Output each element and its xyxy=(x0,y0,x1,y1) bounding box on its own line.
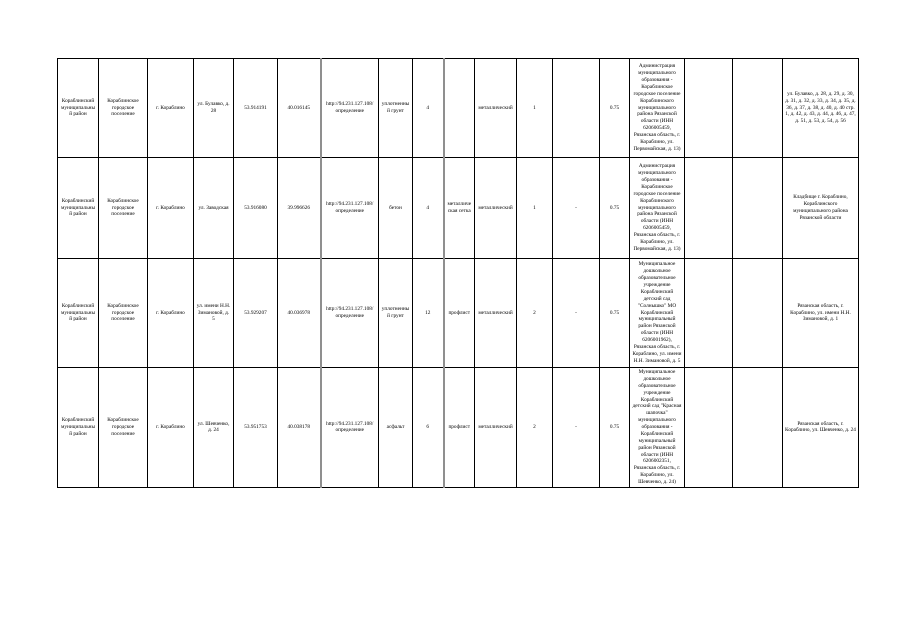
table-row xyxy=(58,158,859,259)
table-cell-address: ул. Заводская xyxy=(194,158,234,259)
table-cell-owner: Муниципальное дошкольное образовательное учреждение Кораблинский детский сад "Красная шапочка" муниципального образования - Кораблинский муниципальный район Рязанской области (ИНН 6206002351, Рязанская область, г. Кораблино, ул. Шевченко, д. 24) xyxy=(630,368,685,488)
table-cell-surface: асфальт xyxy=(379,368,413,488)
table-cell-dash xyxy=(553,59,600,158)
table-cell-fencing xyxy=(444,59,475,158)
table-cell-empty xyxy=(685,158,733,259)
table-cell-address: ул. Шевченко, д. 24 xyxy=(194,368,234,488)
table-cell-address: ул. имени Н.Н. Зимановой, д. 5 xyxy=(194,259,234,368)
table-cell-latitude: 53.929207 xyxy=(234,259,278,368)
table-cell-empty xyxy=(733,368,783,488)
table-cell-district: Кораблинский муниципальный район xyxy=(58,59,99,158)
table-cell-dash: - xyxy=(553,259,600,368)
table-cell-surface: уплотненный грунт xyxy=(379,59,413,158)
table-cell-material: металлический xyxy=(475,368,517,488)
table-cell-area: 12 xyxy=(413,259,444,368)
table-cell-locality: г. Кораблино xyxy=(148,158,194,259)
table-cell-volume: 0.75 xyxy=(600,59,630,158)
table-cell-material: металлический xyxy=(475,59,517,158)
table-cell-district: Кораблинский муниципальный район xyxy=(58,259,99,368)
table-cell-district: Кораблинский муниципальный район xyxy=(58,158,99,259)
table-cell-waste-sources: Кладбище г. Кораблино, Кораблинского муниципального района Рязанской области xyxy=(783,158,859,259)
table-row xyxy=(58,368,859,488)
table-cell-area: 4 xyxy=(413,59,444,158)
table-cell-volume: 0.75 xyxy=(600,368,630,488)
table-cell-count: 1 xyxy=(517,59,553,158)
table-cell-empty xyxy=(733,259,783,368)
table-cell-scheme-url: http://94.231.127.108/определение xyxy=(321,158,379,259)
table-cell-waste-sources: ул. Булавко, д. 28, д. 29, д. 30, д. 31, д. 32, д. 33, д. 34, д. 35, д. 36, д. 37, д. 38, д. 40, д. 40 стр. 1, д. 42, д. 43, д. 44, д. 46, д. 47, д. 51, д. 53, д. 54, д. 56 xyxy=(783,59,859,158)
table-cell-longitude: 40.038178 xyxy=(278,368,321,488)
table-cell-owner: Администрация муниципального образования - Кораблинское городское поселение Кораблинского муниципального района Рязанской области (ИНН 6206005459, Рязанская область, г. Кораблино, ул. Первомайская, д. 13) xyxy=(630,158,685,259)
table-cell-latitude: 53.951753 xyxy=(234,368,278,488)
table-cell-latitude: 53.914191 xyxy=(234,59,278,158)
table-cell-empty xyxy=(733,59,783,158)
table-cell-material: металлический xyxy=(475,158,517,259)
table-cell-latitude: 53.916080 xyxy=(234,158,278,259)
table-cell-area: 4 xyxy=(413,158,444,259)
table-cell-material: металлический xyxy=(475,259,517,368)
table-cell-surface: бетон xyxy=(379,158,413,259)
table-cell-fencing: металлическая сетка xyxy=(444,158,475,259)
table-cell-settlement: Кораблинское городское поселение xyxy=(99,368,148,488)
table-cell-empty xyxy=(685,259,733,368)
table-cell-locality: г. Кораблино xyxy=(148,259,194,368)
table-cell-count: 2 xyxy=(517,259,553,368)
table-cell-scheme-url: http://94.231.127.108/определение xyxy=(321,259,379,368)
tko-registry-table xyxy=(57,58,859,488)
table-cell-count: 1 xyxy=(517,158,553,259)
table-cell-longitude: 40.016145 xyxy=(278,59,321,158)
table-cell-scheme-url: http://94.231.127.108/определение xyxy=(321,59,379,158)
table-cell-dash: - xyxy=(553,368,600,488)
table-cell-fencing: профлист xyxy=(444,259,475,368)
table-cell-area: 6 xyxy=(413,368,444,488)
table-cell-locality: г. Кораблино xyxy=(148,368,194,488)
table-cell-address: ул. Булавко, д. 28 xyxy=(194,59,234,158)
table-row xyxy=(58,259,859,368)
table-cell-district: Кораблинский муниципальный район xyxy=(58,368,99,488)
table-cell-settlement: Кораблинское городское поселение xyxy=(99,158,148,259)
table-cell-volume: 0.75 xyxy=(600,259,630,368)
table-cell-empty xyxy=(685,368,733,488)
table-cell-longitude: 39.996626 xyxy=(278,158,321,259)
table-cell-fencing: профлист xyxy=(444,368,475,488)
table-cell-waste-sources: Рязанская область, г. Кораблино, ул. Шевченко, д. 24 xyxy=(783,368,859,488)
table-cell-scheme-url: http://94.231.127.108/определение xyxy=(321,368,379,488)
table-row xyxy=(58,59,859,158)
table-cell-owner: Муниципальное дошкольное образовательное учреждение Кораблинский детский сад "Солнышко" МО Кораблинский муниципальный район Рязанской области (ИНН 6206001962), Рязанская область, г. Кораблино, ул. имени Н.Н. Зимановой, д. 5 xyxy=(630,259,685,368)
table-cell-empty xyxy=(685,59,733,158)
table-cell-owner: Администрация муниципального образования - Кораблинское городское поселение Кораблинского муниципального района Рязанской области (ИНН 6206005459, Рязанская область, г. Кораблино, ул. Первомайская, д. 13) xyxy=(630,59,685,158)
table-cell-dash: - xyxy=(553,158,600,259)
table-cell-waste-sources: Рязанская область, г. Кораблино, ул. имени Н.Н. Зимановой, д. 1 xyxy=(783,259,859,368)
table-cell-count: 2 xyxy=(517,368,553,488)
table-cell-empty xyxy=(733,158,783,259)
table-cell-locality: г. Кораблино xyxy=(148,59,194,158)
table-cell-settlement: Кораблинское городское поселение xyxy=(99,259,148,368)
table-cell-settlement: Кораблинское городское поселение xyxy=(99,59,148,158)
table-cell-volume: 0.75 xyxy=(600,158,630,259)
table-cell-surface: уплотненный грунт xyxy=(379,259,413,368)
table-cell-longitude: 40.036978 xyxy=(278,259,321,368)
